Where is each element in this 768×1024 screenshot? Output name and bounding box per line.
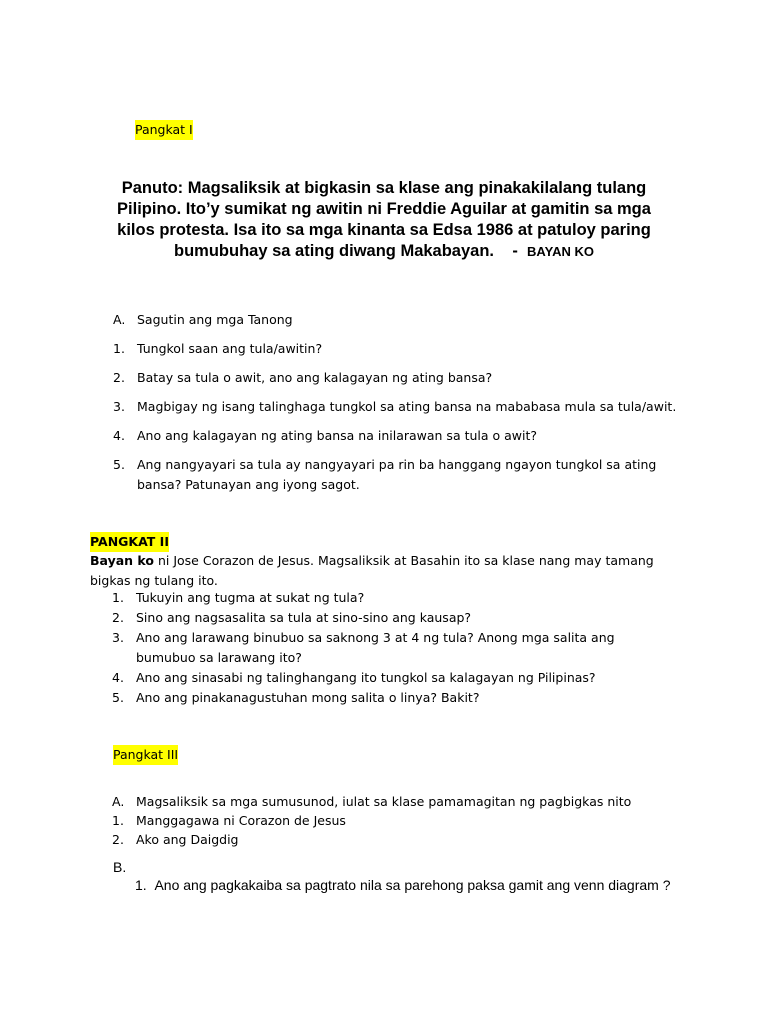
instruction-text: Panuto: Magsaliksik at bigkasin sa klase ang pinakakilalang tulang Pilipino. Ito’y sumikat ng awitin ni Freddie Aguilar at gamitin sa mga kilos protesta. Isa ito sa mga kinanta sa Edsa 1986 at patuloy paring bumubuhay sa ating diwang Makabayan. bbox=[117, 179, 651, 260]
list-text: Sagutin ang mga Tanong bbox=[137, 312, 293, 327]
list-text: Tungkol saan ang tula/awitin? bbox=[137, 341, 323, 356]
list-text: Tukuyin ang tugma at sukat ng tula? bbox=[136, 590, 365, 605]
list-text: Ano ang pinakanagustuhan mong salita o linya? Bakit? bbox=[136, 690, 480, 705]
list-text: Ako ang Daigdig bbox=[136, 832, 239, 847]
list-text: Manggagawa ni Corazon de Jesus bbox=[136, 813, 346, 828]
list-marker: 2. bbox=[112, 610, 124, 625]
section-heading-pangkat-3: Pangkat III bbox=[113, 745, 178, 765]
list-item bbox=[135, 876, 695, 894]
list-marker: 2. bbox=[112, 832, 124, 847]
list-text: Magsaliksik sa mga sumusunod, iulat sa klase pamamagitan ng pagbigkas nito bbox=[136, 794, 632, 809]
instruction-paragraph bbox=[100, 178, 668, 262]
list-marker: 5. bbox=[112, 690, 124, 705]
list-text: Ano ang larawang binubuo sa saknong 3 at 4 ng tula? Anong mga salita ang bumubuo sa larawang ito? bbox=[136, 630, 615, 665]
poem-title: Bayan ko bbox=[90, 553, 154, 568]
list-text: Ano ang kalagayan ng ating bansa na inilarawan sa tula o awit? bbox=[137, 428, 538, 443]
list-marker: 1. bbox=[112, 590, 124, 605]
list-marker: 3. bbox=[113, 399, 125, 414]
subsection-b-marker: B. bbox=[113, 859, 127, 875]
list-marker: 1. bbox=[113, 341, 125, 356]
list-marker: 1. bbox=[112, 813, 124, 828]
list-text: Sino ang nagsasalita sa tula at sino-sino ang kausap? bbox=[136, 610, 472, 625]
list-marker: 4. bbox=[113, 428, 125, 443]
intro-text: ni Jose Corazon de Jesus. Magsaliksik at Basahin ito sa klase nang may tamang bigkas ng tulang ito. bbox=[90, 553, 654, 588]
list-marker: 3. bbox=[112, 630, 124, 645]
section-heading-pangkat-2: PANGKAT II bbox=[90, 532, 169, 552]
list-text: Ano ang sinasabi ng talinghangang ito tungkol sa kalagayan ng Pilipinas? bbox=[136, 670, 596, 685]
song-title-tag: BAYAN KO bbox=[527, 244, 594, 259]
list-text: Ano ang pagkakaiba sa pagtrato nila sa parehong paksa gamit ang venn diagram ? bbox=[154, 877, 671, 893]
section2-intro bbox=[90, 551, 658, 591]
list-marker: 4. bbox=[112, 670, 124, 685]
list-marker: 1. bbox=[135, 877, 147, 893]
list-text: Ang nangyayari sa tula ay nangyayari pa rin ba hanggang ngayon tungkol sa ating bansa? Patunayan ang iyong sagot. bbox=[137, 457, 657, 492]
list-marker: A. bbox=[113, 312, 126, 327]
section-heading-pangkat-1: Pangkat I bbox=[135, 120, 193, 140]
list-marker: 2. bbox=[113, 370, 125, 385]
list-marker: A. bbox=[112, 794, 125, 809]
list-text: Magbigay ng isang talinghaga tungkol sa ating bansa na mababasa mula sa tula/awit. bbox=[137, 399, 677, 414]
list-marker: 5. bbox=[113, 457, 125, 472]
list-text: Batay sa tula o awit, ano ang kalagayan ng ating bansa? bbox=[137, 370, 493, 385]
instruction-dash: - bbox=[512, 242, 518, 260]
